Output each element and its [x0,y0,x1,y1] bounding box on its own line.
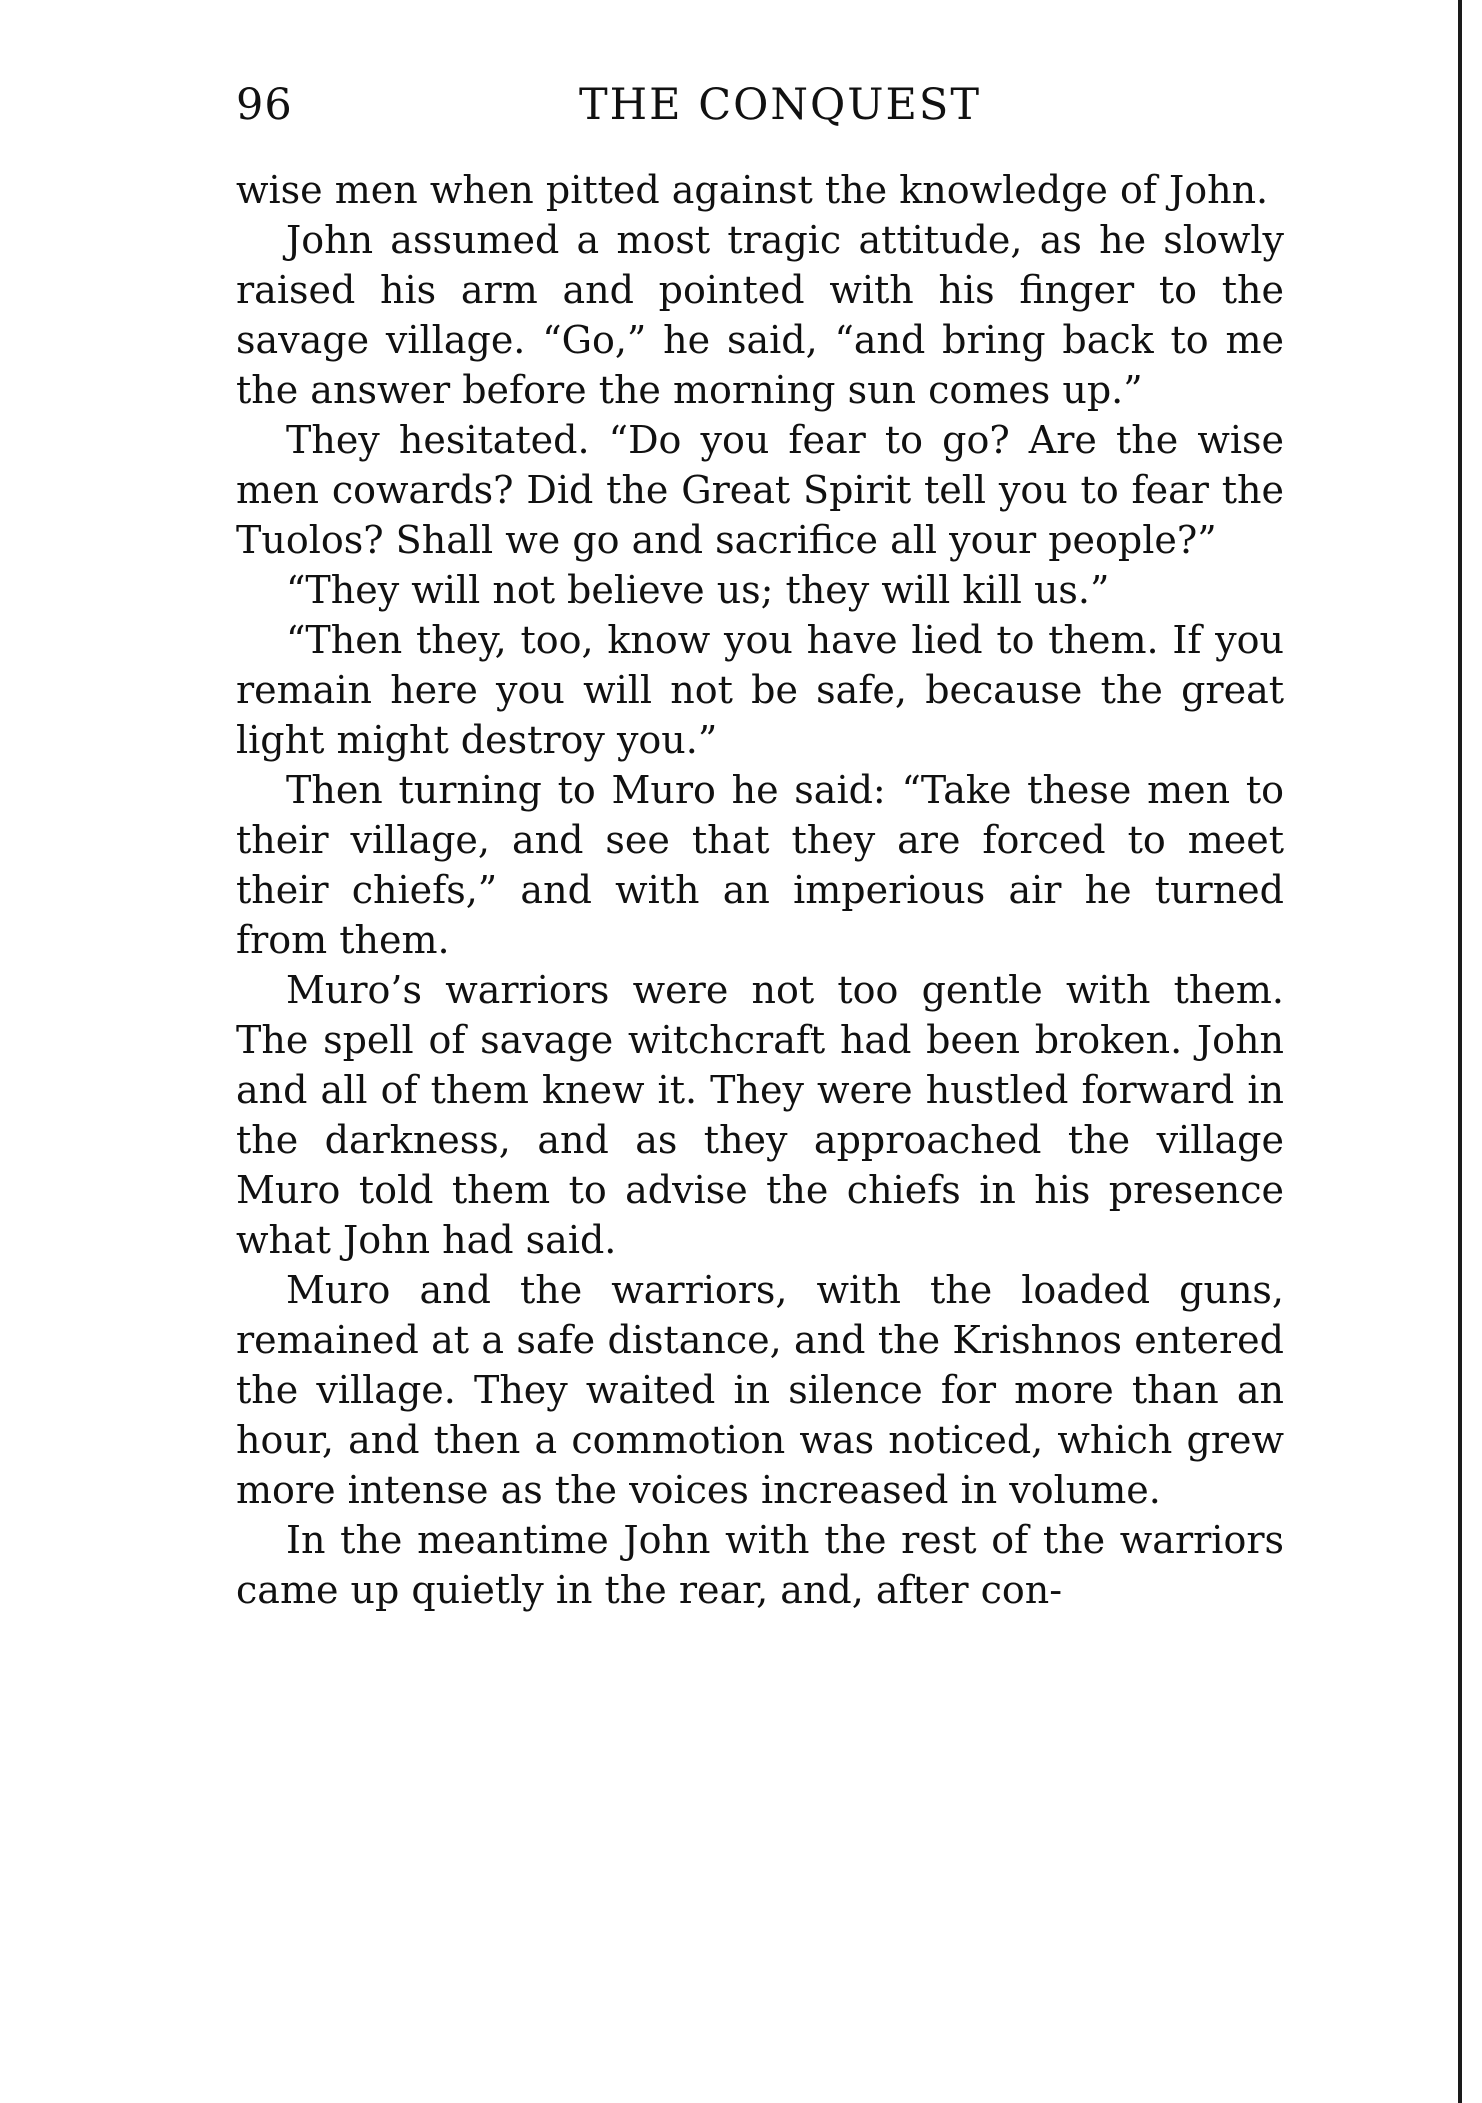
paragraph: They hesitated. “Do you fear to go? Are the wise men cowards? Did the Great Spirit tell you to fear the Tuolos? Shall we go and sacrifice all your people?” [236,418,1284,562]
paragraph: “Then they, too, know you have lied to them. If you remain here you will not be safe, because the great light might destroy you.” [236,618,1284,762]
paragraph: “They will not believe us; they will kill us.” [286,568,1110,612]
running-title: THE CONQUEST [578,80,982,130]
body-text [236,165,1284,1615]
paragraph: In the meantime John with the rest of the warriors came up quietly in the rear, and, after con- [236,1518,1284,1612]
paragraph: wise men when pitted against the knowledge of John. [236,168,1269,212]
paragraph: Muro and the warriors, with the loaded guns, remained at a safe distance, and the Krishnos entered the village. They waited in silence for more than an hour, and then a commotion was noticed, which grew more intense as the voices increased in volume. [236,1268,1284,1512]
page-number: 96 [236,80,293,130]
paragraph: John assumed a most tragic attitude, as he slowly raised his arm and pointed with his finger to the savage village. “Go,” he said, “and bring back to me the answer before the morning sun comes up.” [236,218,1284,412]
paragraph: Then turning to Muro he said: “Take these men to their village, and see that they are forced to meet their chiefs,” and with an imperious air he turned from them. [236,768,1284,962]
page-edge-line [1458,0,1462,2103]
paragraph: Muro’s warriors were not too gentle with them. The spell of savage witchcraft had been broken. John and all of them knew it. They were hustled forward in the darkness, and as they approached the village Muro told them to advise the chiefs in his presence what John had said. [236,968,1284,1262]
page-header [236,80,1284,140]
